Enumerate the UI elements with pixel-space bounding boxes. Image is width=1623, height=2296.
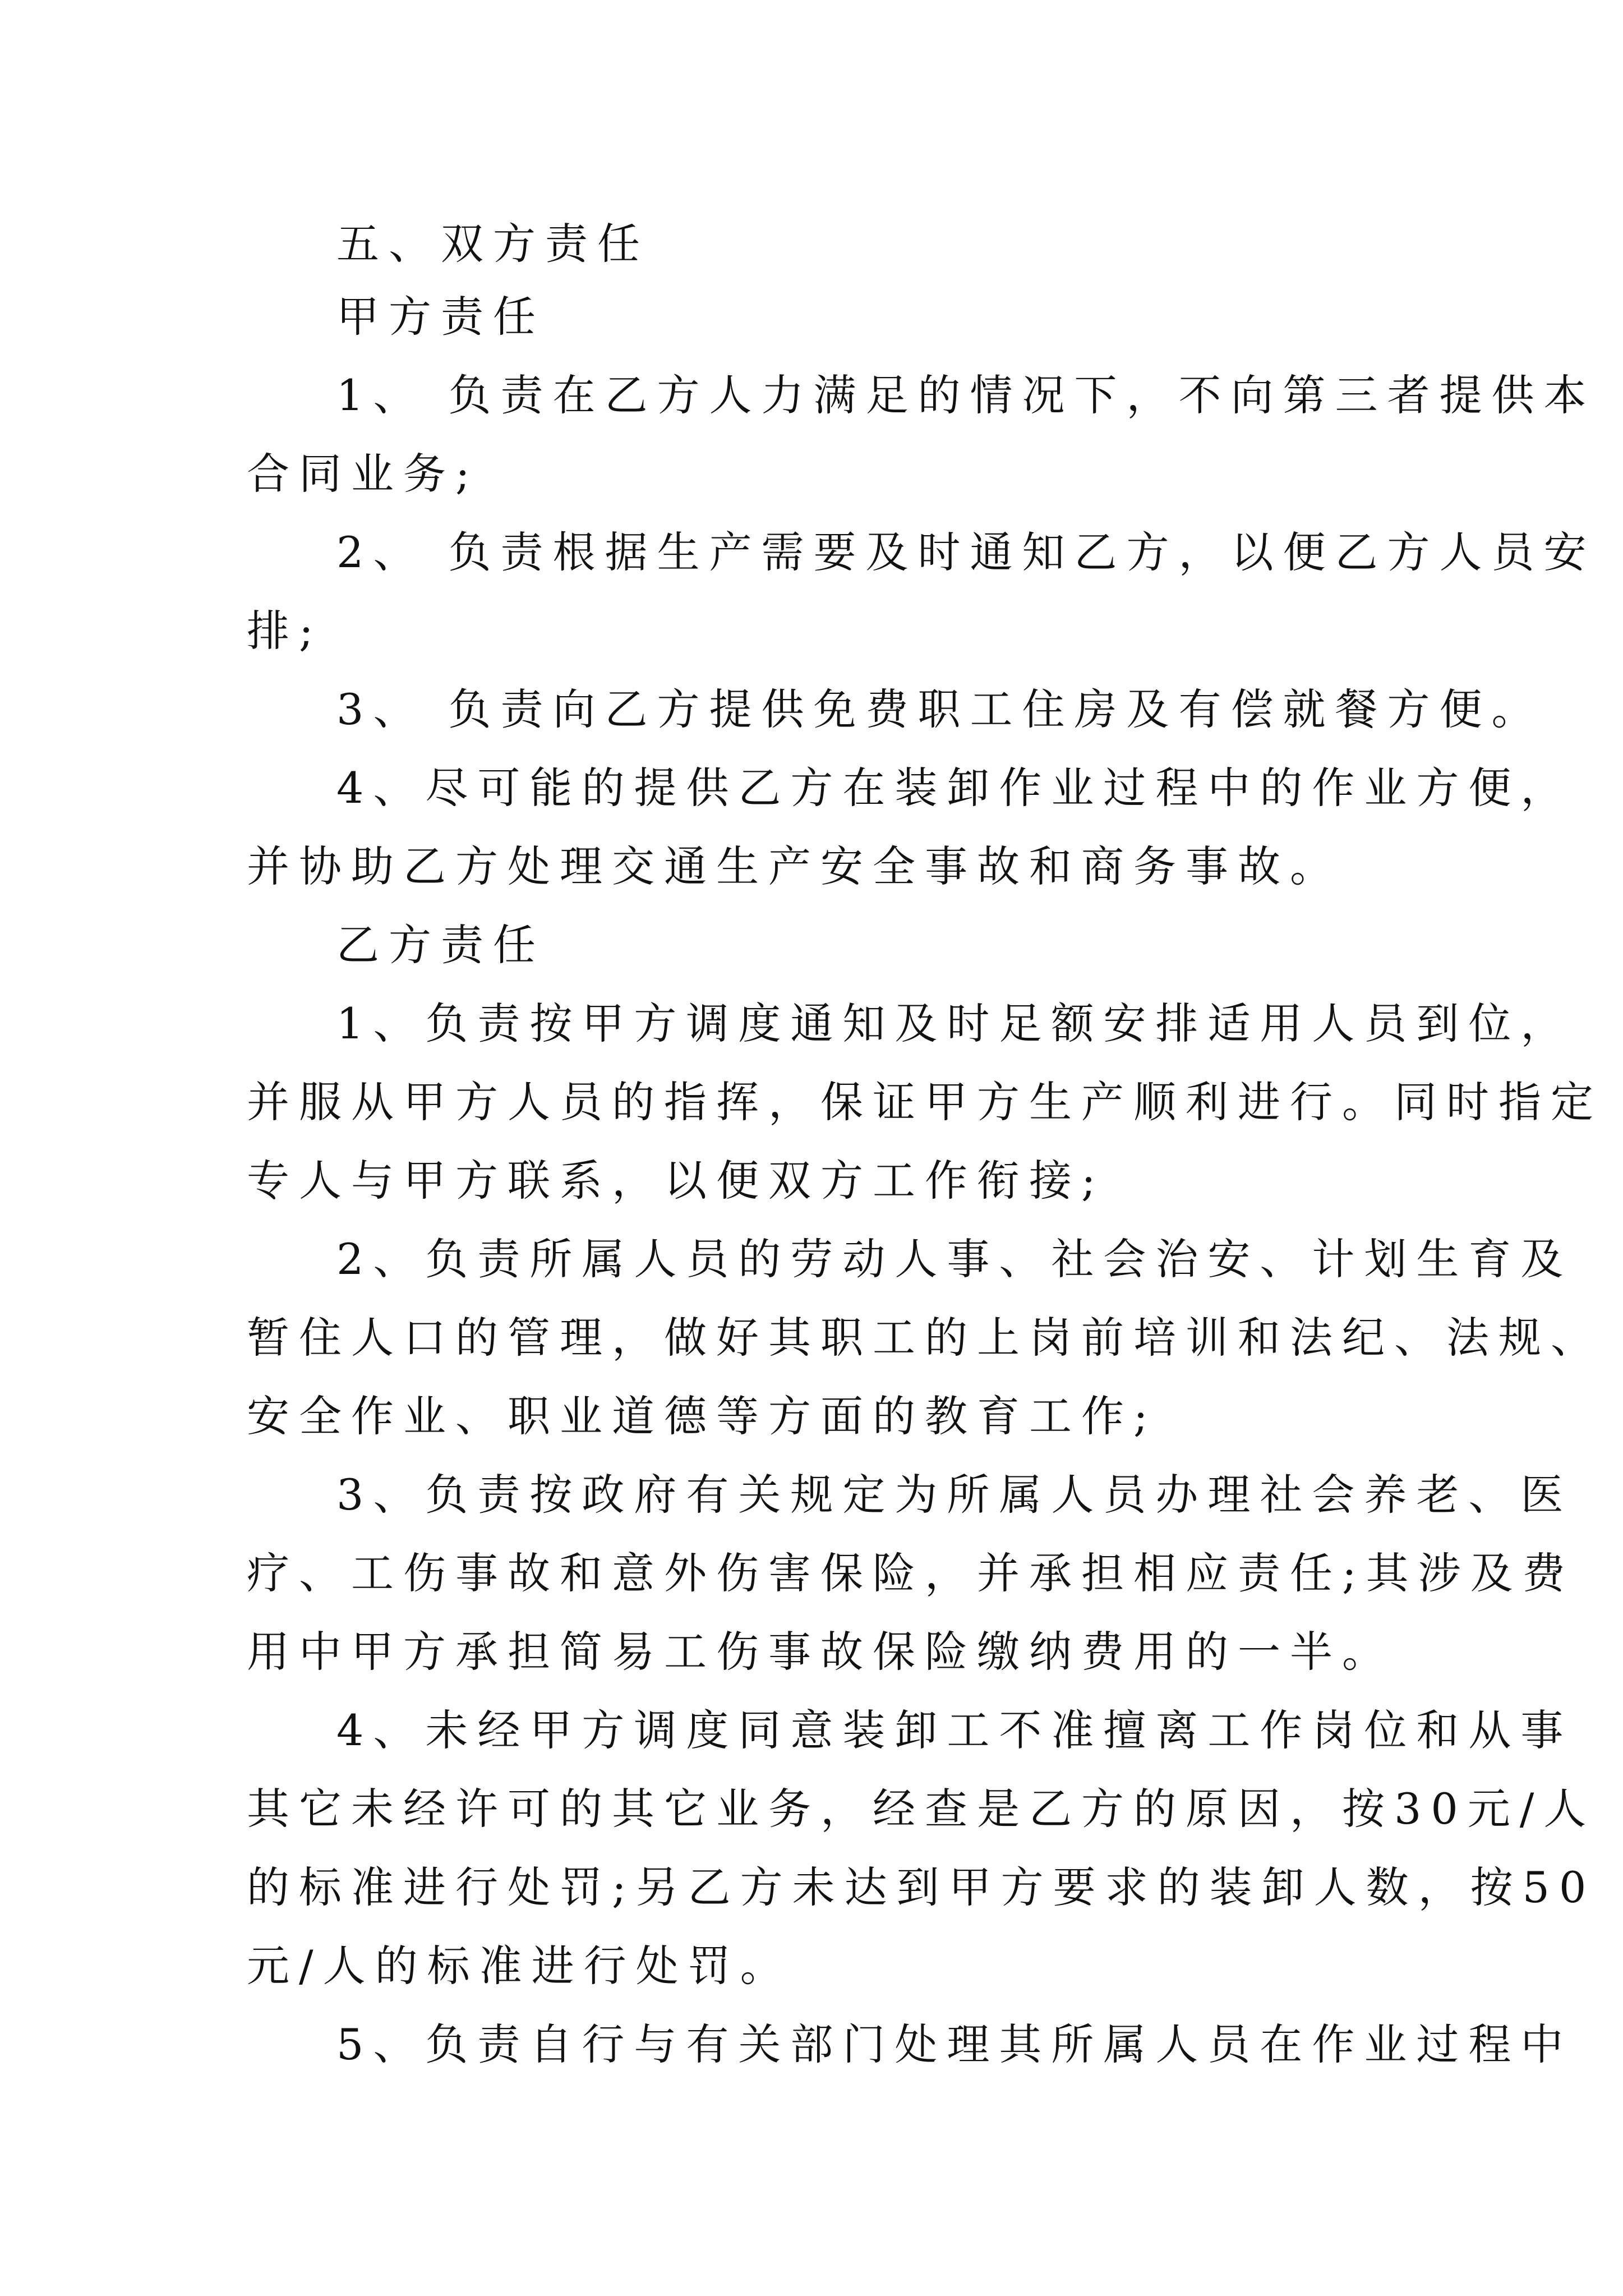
paragraph-line: 并协助乙方处理交通生产安全事故和商务事故。 — [247, 841, 1342, 891]
paragraph-line: 3、负责按政府有关规定为所属人员办理社会养老、医 — [336, 1470, 1573, 1520]
paragraph-line: 暂住人口的管理，做好其职工的上岗前培训和法纪、法规、 — [247, 1313, 1603, 1363]
paragraph-line: 2、负责所属人员的劳动人事、社会治安、计划生育及 — [336, 1234, 1573, 1284]
paragraph-line: 元/人的标准进行处罚。 — [247, 1941, 792, 1991]
paragraph-line: 用中甲方承担简易工伤事故保险缴纳费用的一半。 — [247, 1627, 1394, 1677]
paragraph-line: 的标准进行处罚;另乙方未达到甲方要求的装卸人数，按50 — [247, 1862, 1596, 1912]
paragraph-line: 1、负责按甲方调度通知及时足额安排适用人员到位， — [336, 999, 1573, 1048]
paragraph-line: 安全作业、职业道德等方面的教育工作; — [247, 1391, 1158, 1441]
paragraph-line: 2、 负责根据生产需要及时通知乙方，以便乙方人员安 — [336, 527, 1596, 577]
party-a-heading: 甲方责任 — [336, 292, 545, 342]
paragraph-line: 排; — [247, 606, 323, 656]
paragraph-line: 5、负责自行与有关部门处理其所属人员在作业过程中 — [336, 2019, 1573, 2069]
paragraph-line: 1、 负责在乙方人力满足的情况下，不向第三者提供本 — [336, 370, 1596, 420]
paragraph-line: 专人与甲方联系，以便双方工作衔接; — [247, 1156, 1105, 1205]
paragraph-line: 合同业务; — [247, 449, 479, 499]
paragraph-line: 3、 负责向乙方提供免费职工住房及有偿就餐方便。 — [336, 684, 1544, 734]
party-b-heading: 乙方责任 — [336, 920, 545, 970]
paragraph-line: 4、未经甲方调度同意装卸工不准擅离工作岗位和从事 — [336, 1705, 1573, 1755]
paragraph-line: 其它未经许可的其它业务，经查是乙方的原因，按30元/人 — [247, 1784, 1596, 1834]
paragraph-line: 并服从甲方人员的指挥，保证甲方生产顺利进行。同时指定 — [247, 1077, 1603, 1127]
section-heading: 五、双方责任 — [336, 219, 649, 269]
paragraph-line: 4、尽可能的提供乙方在装卸作业过程中的作业方便， — [336, 763, 1573, 813]
paragraph-line: 疗、工伤事故和意外伤害保险，并承担相应责任;其涉及费 — [247, 1548, 1575, 1598]
